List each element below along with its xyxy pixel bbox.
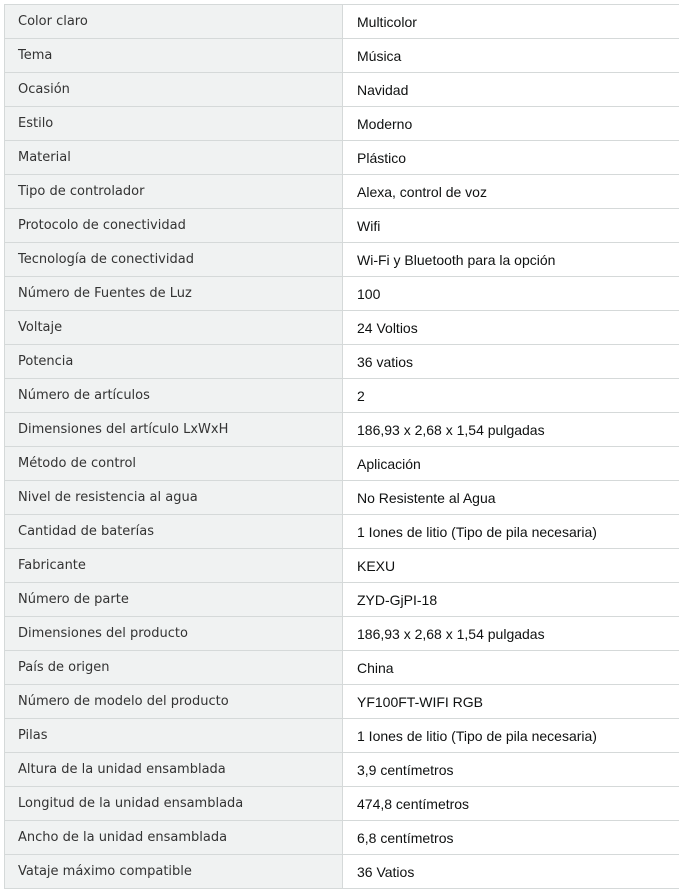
spec-row [4, 617, 679, 651]
product-specifications-table [4, 4, 679, 889]
spec-label: Número de modelo del producto [4, 685, 343, 718]
spec-row [4, 481, 679, 515]
spec-value: 2 [343, 379, 679, 412]
spec-label: Tecnología de conectividad [4, 243, 343, 276]
spec-row [4, 379, 679, 413]
spec-value: Alexa, control de voz [343, 175, 679, 208]
spec-row [4, 311, 679, 345]
spec-row [4, 685, 679, 719]
spec-label: Nivel de resistencia al agua [4, 481, 343, 514]
spec-label: Número de Fuentes de Luz [4, 277, 343, 310]
spec-row [4, 821, 679, 855]
spec-row [4, 175, 679, 209]
spec-label: Estilo [4, 107, 343, 140]
spec-value: 24 Voltios [343, 311, 679, 344]
spec-label: Material [4, 141, 343, 174]
spec-label: Potencia [4, 345, 343, 378]
spec-value: ZYD-GjPI-18 [343, 583, 679, 616]
spec-row [4, 787, 679, 821]
spec-value: No Resistente al Agua [343, 481, 679, 514]
spec-value: Aplicación [343, 447, 679, 480]
spec-value: Música [343, 39, 679, 72]
spec-label: Ocasión [4, 73, 343, 106]
spec-label: Número de parte [4, 583, 343, 616]
spec-value: 1 Iones de litio (Tipo de pila necesaria) [343, 719, 679, 752]
spec-value: Multicolor [343, 5, 679, 38]
spec-label: Longitud de la unidad ensamblada [4, 787, 343, 820]
spec-label: Altura de la unidad ensamblada [4, 753, 343, 786]
spec-label: País de origen [4, 651, 343, 684]
spec-label: Protocolo de conectividad [4, 209, 343, 242]
spec-label: Voltaje [4, 311, 343, 344]
spec-row [4, 651, 679, 685]
spec-value: 1 Iones de litio (Tipo de pila necesaria) [343, 515, 679, 548]
spec-row [4, 413, 679, 447]
spec-row [4, 39, 679, 73]
spec-label: Número de artículos [4, 379, 343, 412]
spec-value: China [343, 651, 679, 684]
spec-value: 6,8 centímetros [343, 821, 679, 854]
spec-label: Pilas [4, 719, 343, 752]
spec-value: Wifi [343, 209, 679, 242]
spec-row [4, 753, 679, 787]
spec-label: Tema [4, 39, 343, 72]
spec-value: Wi-Fi y Bluetooth para la opción [343, 243, 679, 276]
spec-value: YF100FT-WIFI RGB [343, 685, 679, 718]
spec-row [4, 583, 679, 617]
spec-row [4, 73, 679, 107]
spec-label: Vataje máximo compatible [4, 855, 343, 888]
spec-row [4, 855, 679, 889]
spec-row [4, 447, 679, 481]
spec-value: KEXU [343, 549, 679, 582]
spec-value: Moderno [343, 107, 679, 140]
spec-row [4, 141, 679, 175]
spec-value: 3,9 centímetros [343, 753, 679, 786]
spec-value: 100 [343, 277, 679, 310]
spec-row [4, 107, 679, 141]
spec-label: Dimensiones del producto [4, 617, 343, 650]
spec-value: 474,8 centímetros [343, 787, 679, 820]
spec-label: Tipo de controlador [4, 175, 343, 208]
spec-label: Fabricante [4, 549, 343, 582]
spec-row [4, 345, 679, 379]
spec-row [4, 209, 679, 243]
spec-row [4, 549, 679, 583]
spec-value: Navidad [343, 73, 679, 106]
spec-label: Método de control [4, 447, 343, 480]
spec-row [4, 719, 679, 753]
spec-value: 36 vatios [343, 345, 679, 378]
spec-label: Dimensiones del artículo LxWxH [4, 413, 343, 446]
spec-row [4, 5, 679, 39]
spec-row [4, 277, 679, 311]
spec-value: 186,93 x 2,68 x 1,54 pulgadas [343, 413, 679, 446]
spec-label: Cantidad de baterías [4, 515, 343, 548]
spec-label: Ancho de la unidad ensamblada [4, 821, 343, 854]
spec-value: 36 Vatios [343, 855, 679, 888]
spec-row [4, 243, 679, 277]
spec-row [4, 515, 679, 549]
spec-value: 186,93 x 2,68 x 1,54 pulgadas [343, 617, 679, 650]
spec-value: Plástico [343, 141, 679, 174]
spec-label: Color claro [4, 5, 343, 38]
